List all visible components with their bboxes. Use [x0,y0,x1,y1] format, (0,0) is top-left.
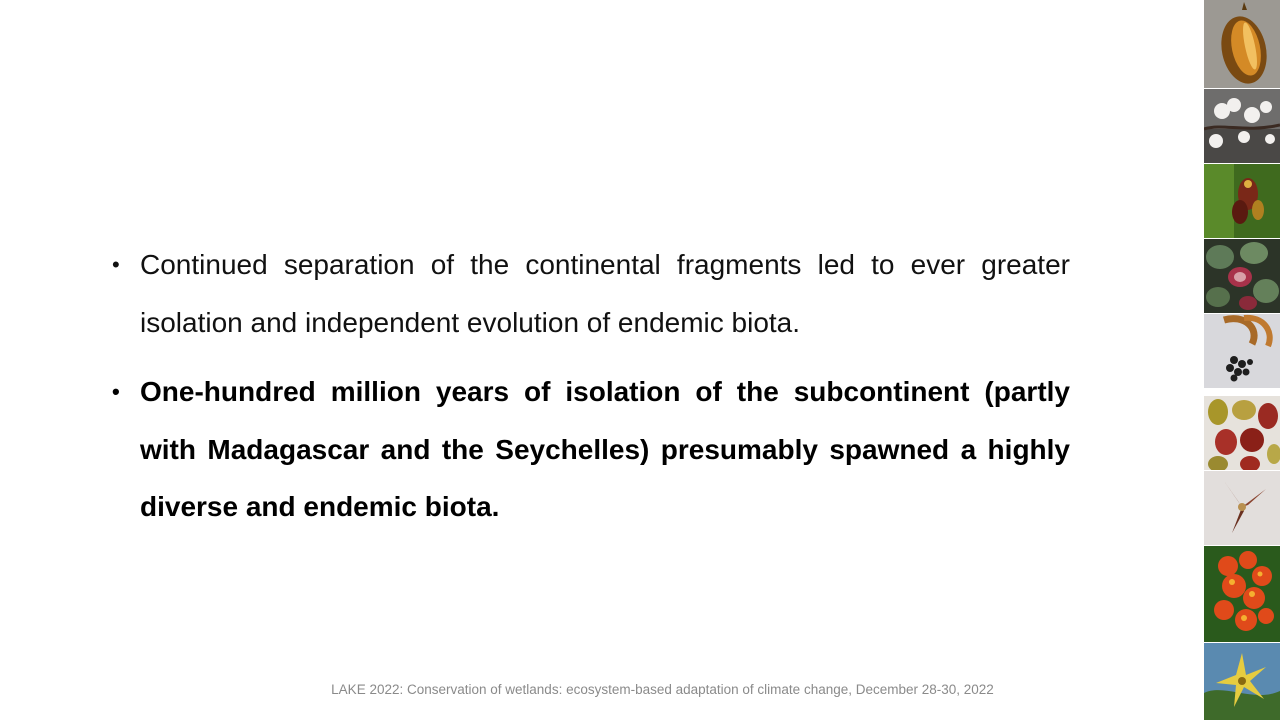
white-flowers-photo [1204,89,1280,163]
bullet-text-2: One-hundred million years of isolation of the subcontinent (partly with Madagascar and the Seychelles) presumably spawned a highly diverse and endemic biota. [140,376,1070,522]
fruits-photo [1204,239,1280,313]
yellow-star-flower-photo [1204,643,1280,720]
bullet-dot: • [112,252,120,277]
bullet-item-1 [112,236,1070,351]
dried-flower-photo [1204,471,1280,545]
seed-pod-photo [1204,0,1280,88]
bullet-list [112,236,1070,548]
orchid-photo [1204,164,1280,238]
bullet-item-2 [112,363,1070,536]
red-flower-cluster-photo [1204,546,1280,642]
red-seeds-photo [1204,396,1280,470]
bullet-text-1: Continued separation of the continental fragments led to ever greater isolation and independent evolution of endemic biota. [140,249,1070,338]
seed-pods-and-seeds-photo [1204,314,1280,388]
slide-footer: LAKE 2022: Conservation of wetlands: ecosystem-based adaptation of climate change, December 28-30, 2022 [331,682,994,697]
photo-strip [1204,0,1280,720]
bullet-dot: • [112,379,120,404]
